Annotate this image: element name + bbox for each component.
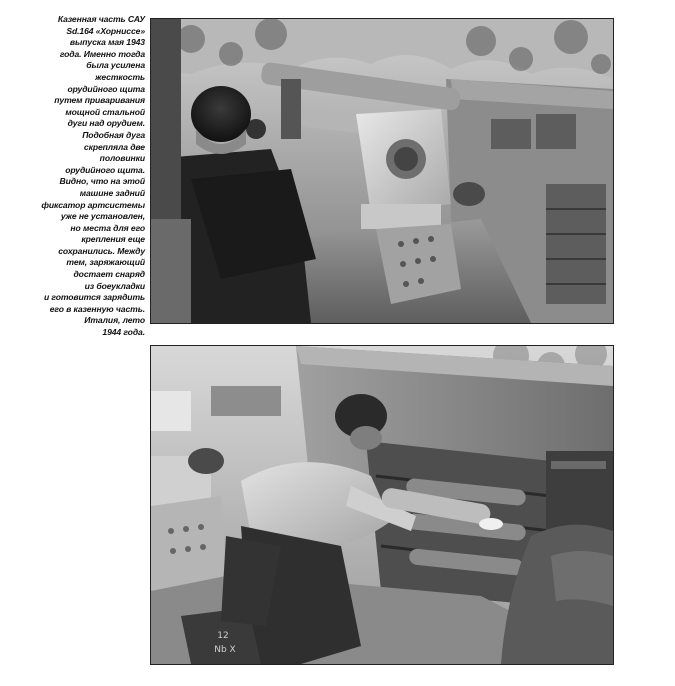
- breech-photo-image: [151, 19, 613, 323]
- loader-photo: [150, 345, 614, 665]
- photo-caption: Казенная часть САУ Sd.164 «Хорниссе» выпуска мая 1943 года. Именно тогда была усилена жесткость орудийного щита путем приваривания мощной стальной дуги над орудием. Подобная дуга скрепляла две половинки орудийного щита. Видно, что на этой машине задний фиксатор артсистемы уже не установлен, но места для его крепления еще сохранились. Между тем, заряжающий достает снаряд из боеукладки и готовится зарядить его в казенную часть. Италия, лето 1944 года.: [41, 14, 145, 338]
- crate-marking-code: Nb X: [214, 645, 236, 655]
- crate-marking-number: 12: [217, 631, 229, 641]
- breech-photo: [150, 18, 614, 324]
- loader-photo-image: [151, 346, 613, 664]
